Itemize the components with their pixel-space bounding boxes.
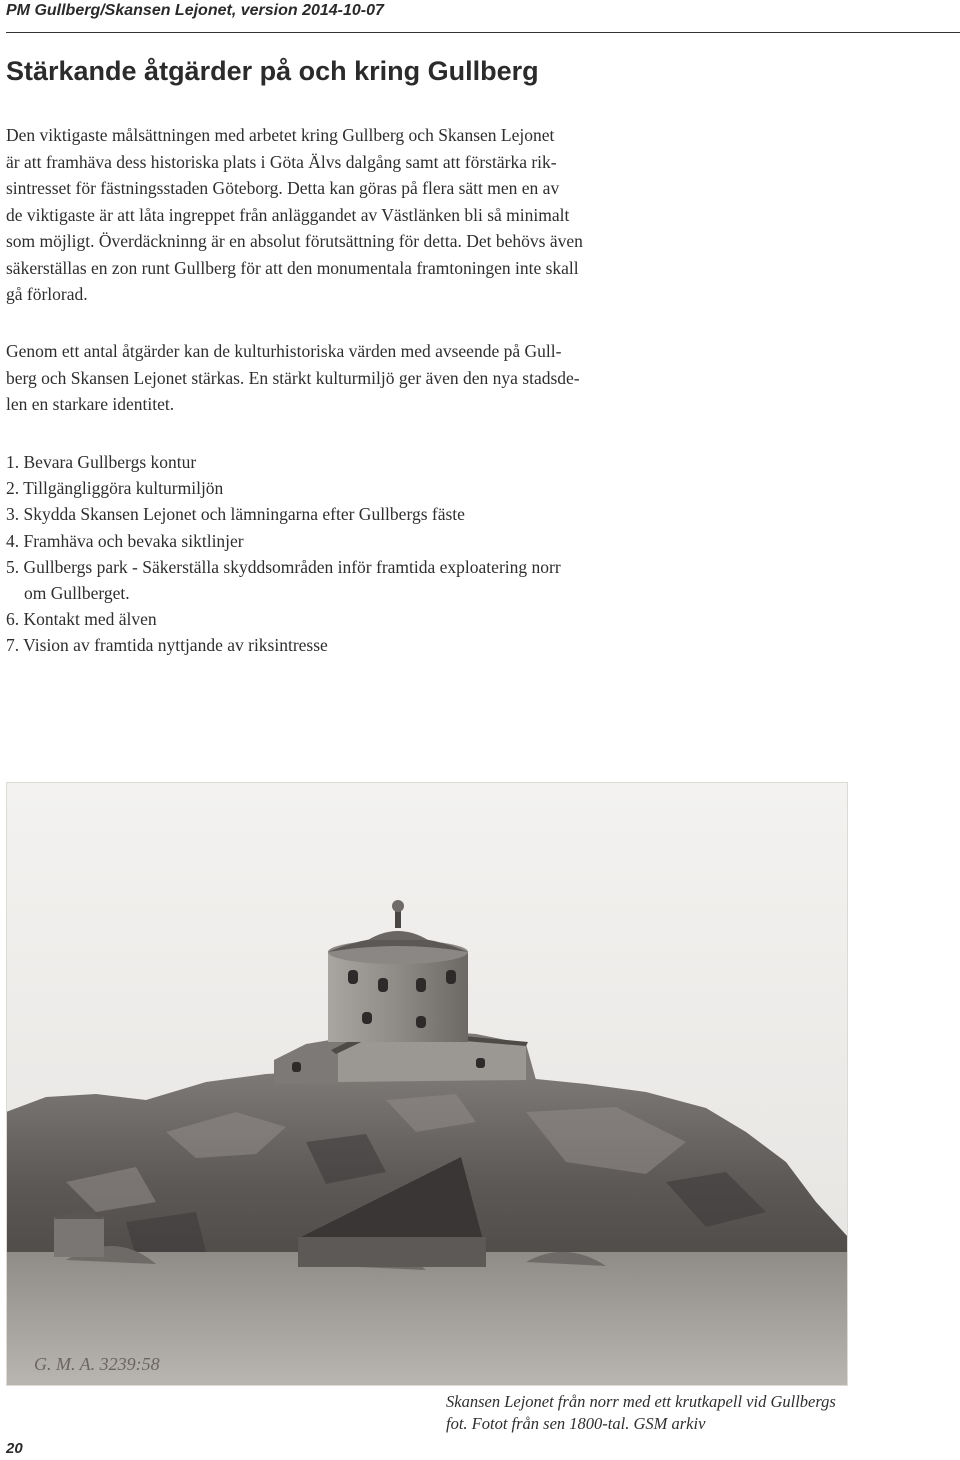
shed bbox=[54, 1217, 104, 1257]
list-item: 7. Vision av framtida nyttjande av riksintresse bbox=[6, 635, 328, 656]
text-line: len en starkare identitet. bbox=[6, 394, 175, 414]
page-number: 20 bbox=[6, 1440, 23, 1457]
list-item: 2. Tillgängliggöra kulturmiljön bbox=[6, 478, 224, 499]
list-item-continuation: om Gullberget. bbox=[24, 583, 130, 604]
page-title: Stärkande åtgärder på och kring Gullberg bbox=[6, 56, 539, 86]
tower-body bbox=[328, 952, 468, 1042]
paragraph-measures-intro bbox=[6, 338, 736, 418]
photo-caption bbox=[446, 1391, 866, 1435]
tower-lion bbox=[392, 900, 404, 912]
text-line: är att framhäva dess historiska plats i Göta Älvs dalgång samt att förstärka rik- bbox=[6, 151, 557, 172]
caption-line: fot. Fotot från sen 1800-tal. GSM arkiv bbox=[446, 1414, 706, 1433]
running-header bbox=[6, 0, 960, 33]
text-line: gå förlorad. bbox=[6, 284, 88, 304]
header-text: PM Gullberg/Skansen Lejonet, version 2014-10-07 bbox=[6, 2, 384, 19]
text-line: berg och Skansen Lejonet stärkas. En stärkt kulturmiljö ger även den nya stadsde- bbox=[6, 367, 580, 388]
list-item: 1. Bevara Gullbergs kontur bbox=[6, 452, 197, 472]
list-item: 6. Kontakt med älven bbox=[6, 609, 157, 630]
text-line: som möjligt. Överdäckninng är en absolut förutsättning för detta. Det behövs även bbox=[6, 231, 583, 251]
text-line: Genom ett antal åtgärder kan de kulturhistoriska värden med avseende på Gull- bbox=[6, 341, 562, 361]
historic-photograph bbox=[6, 782, 848, 1386]
caption-line: Skansen Lejonet från norr med ett krutkapell vid Gullbergs bbox=[446, 1392, 836, 1411]
list-item: 4. Framhäva och bevaka siktlinjer bbox=[6, 530, 244, 551]
archive-mark: G. M. A. 3239:58 bbox=[34, 1354, 160, 1374]
list-item: 3. Skydda Skansen Lejonet och lämningarna efter Gullbergs fäste bbox=[6, 504, 465, 525]
list-item: 5. Gullbergs park - Säkerställa skyddsområden inför framtida exploatering norr bbox=[6, 556, 561, 577]
paragraph-intro bbox=[6, 122, 736, 308]
text-line: Den viktigaste målsättningen med arbetet kring Gullberg och Skansen Lejonet bbox=[6, 125, 555, 145]
text-line: de viktigaste är att låta ingreppet från anläggandet av Västlänken bli så minimalt bbox=[6, 204, 570, 225]
text-line: sintresset för fästningsstaden Göteborg. Detta kan göras på flera sätt men en av bbox=[6, 178, 560, 198]
powder-chapel-wall bbox=[298, 1237, 486, 1267]
text-line: säkerställas en zon runt Gullberg för att den monumentala framtoningen inte skall bbox=[6, 257, 579, 278]
measures-list bbox=[6, 449, 736, 659]
